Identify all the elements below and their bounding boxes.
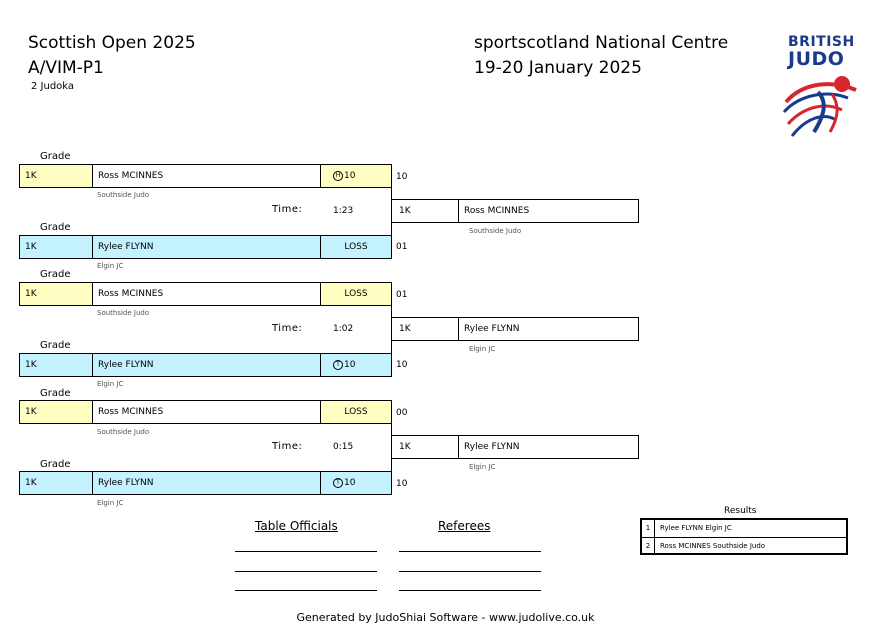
winner-grade: 1K — [392, 436, 459, 458]
winner-name: Ross MCINNES — [464, 206, 530, 216]
competitor-club: Elgin JC — [97, 499, 124, 507]
british-judo-logo — [776, 34, 866, 142]
match-result: 01 — [396, 290, 408, 300]
competitor-name: Rylee FLYNN — [92, 235, 321, 259]
winner-club: Elgin JC — [469, 345, 496, 353]
competitor-club: Southside Judo — [97, 428, 150, 436]
hansokumake-icon: H — [333, 171, 343, 181]
match-result: 10 — [396, 172, 408, 182]
match-time: 1:23 — [333, 206, 354, 216]
competitor-score: LOSS — [320, 235, 392, 259]
time-label: Time: — [272, 204, 303, 215]
competitor-score — [320, 471, 392, 495]
competitor-grade: 1K — [19, 282, 93, 306]
table-officials-heading: Table Officials — [255, 519, 338, 533]
competitor-name: Ross MCINNES — [92, 400, 321, 424]
results-title: Results — [724, 506, 757, 516]
results-row — [642, 520, 846, 538]
signature-line — [399, 590, 541, 591]
score-value: 10 — [344, 478, 356, 488]
grade-label: Grade — [40, 151, 71, 162]
venue-title: sportscotland National Centre — [474, 33, 729, 53]
competitor-score — [320, 164, 392, 188]
match-result: 10 — [396, 360, 408, 370]
results-place: 2 — [642, 538, 655, 555]
competitor-score — [320, 353, 392, 377]
event-date: 19-20 January 2025 — [474, 58, 642, 78]
winner-grade: 1K — [392, 318, 459, 340]
competitor-name: Rylee FLYNN — [92, 353, 321, 377]
results-entry: Rylee FLYNN Elgin JC — [660, 524, 732, 532]
grade-label: Grade — [40, 340, 71, 351]
competitor-score: LOSS — [320, 400, 392, 424]
winner-box — [391, 317, 639, 341]
winner-club: Elgin JC — [469, 463, 496, 471]
results-place: 1 — [642, 520, 655, 537]
referees-heading: Referees — [438, 519, 491, 533]
winner-club: Southside Judo — [469, 227, 522, 235]
signature-line — [399, 571, 541, 572]
competitor-club: Southside Judo — [97, 309, 150, 317]
match-result: 00 — [396, 408, 408, 418]
competitor-name: Ross MCINNES — [92, 282, 321, 306]
signature-line — [235, 590, 377, 591]
match-result: 01 — [396, 242, 408, 252]
winner-grade: 1K — [392, 200, 459, 222]
logo-text-british: BRITISH — [788, 34, 855, 50]
footer-credit: Generated by JudoShiai Software - www.judolive.co.uk — [296, 611, 595, 624]
logo-text-judo: JUDO — [788, 48, 845, 70]
time-label: Time: — [272, 441, 303, 452]
competitor-club: Elgin JC — [97, 380, 124, 388]
competitor-grade: 1K — [19, 353, 93, 377]
time-label: Time: — [272, 323, 303, 334]
tori-waza-icon: T — [333, 478, 343, 488]
competitor-club: Elgin JC — [97, 262, 124, 270]
competitor-grade: 1K — [19, 164, 93, 188]
tori-waza-icon: T — [333, 360, 343, 370]
match-time: 0:15 — [333, 442, 354, 452]
competitor-name: Rylee FLYNN — [92, 471, 321, 495]
winner-box — [391, 199, 639, 223]
winner-box — [391, 435, 639, 459]
judoka-emblem-icon — [778, 72, 864, 140]
winner-name: Rylee FLYNN — [464, 324, 520, 334]
results-table — [640, 518, 848, 555]
grade-label: Grade — [40, 269, 71, 280]
competitor-grade: 1K — [19, 235, 93, 259]
category-title: A/VIM-P1 — [28, 58, 104, 78]
competitor-score: LOSS — [320, 282, 392, 306]
competitor-grade: 1K — [19, 400, 93, 424]
grade-label: Grade — [40, 388, 71, 399]
competitor-club: Southside Judo — [97, 191, 150, 199]
grade-label: Grade — [40, 222, 71, 233]
results-entry: Ross MCINNES Southside Judo — [660, 542, 766, 550]
match-result: 10 — [396, 479, 408, 489]
event-title: Scottish Open 2025 — [28, 33, 196, 53]
signature-line — [235, 571, 377, 572]
grade-label: Grade — [40, 459, 71, 470]
winner-name: Rylee FLYNN — [464, 442, 520, 452]
score-value: 10 — [344, 171, 356, 181]
signature-line — [399, 551, 541, 552]
results-row — [642, 538, 846, 555]
competitor-grade: 1K — [19, 471, 93, 495]
match-time: 1:02 — [333, 324, 354, 334]
score-value: 10 — [344, 360, 356, 370]
judoka-count: 2 Judoka — [31, 81, 75, 92]
competitor-name: Ross MCINNES — [92, 164, 321, 188]
signature-line — [235, 551, 377, 552]
